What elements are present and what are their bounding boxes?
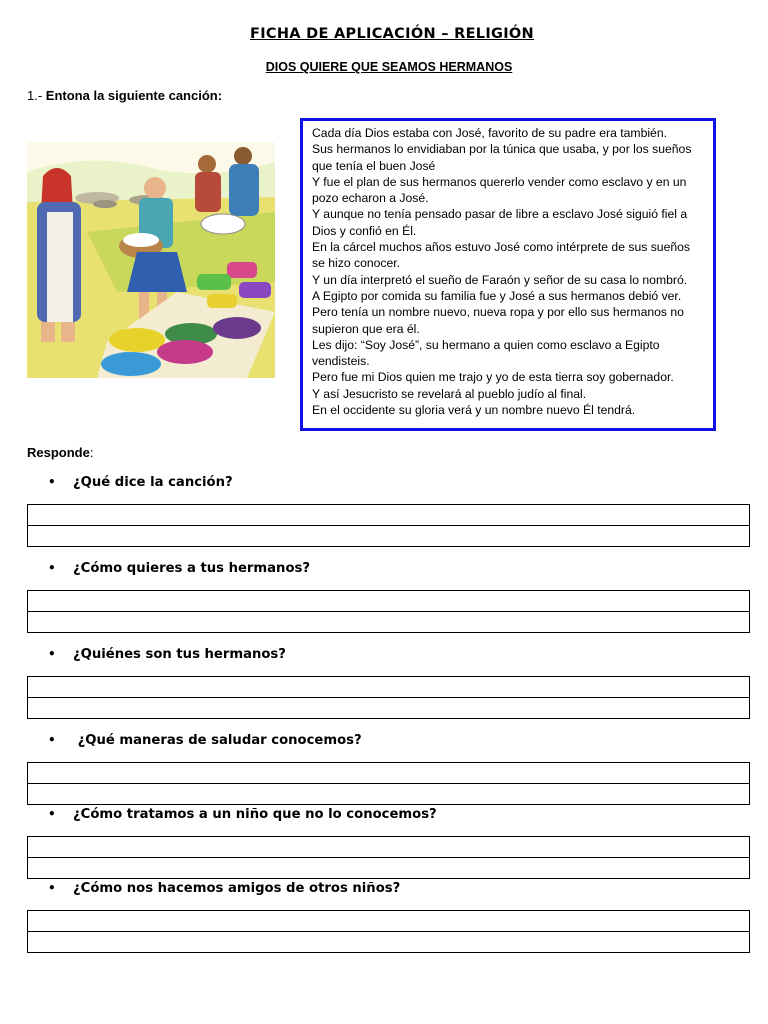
answer-line-divider: [28, 783, 749, 784]
song-line: Pero fue mi Dios quien me trajo y yo de esta tierra soy gobernador.: [312, 370, 674, 385]
song-line: Cada día Dios estaba con José, favorito de su padre era también.: [312, 126, 668, 140]
question-item: [48, 647, 286, 662]
people-market-illustration: [27, 142, 275, 378]
song-line: Y fue el plan de sus hermanos quererlo vender como esclavo y en un pozo echaron a José.: [312, 174, 687, 206]
answer-line-divider: [28, 857, 749, 858]
bullet-icon: •: [48, 733, 56, 747]
question-text: ¿Qué dice la canción?: [73, 475, 233, 490]
question-text: ¿Cómo quieres a tus hermanos?: [73, 561, 311, 576]
answer-box[interactable]: [27, 676, 750, 719]
song-lyrics-box: [300, 118, 716, 431]
question-text: ¿Quiénes son tus hermanos?: [73, 647, 286, 662]
song-line: A Egipto por comida su familia fue y José a sus hermanos debió ver.: [312, 288, 682, 303]
respond-colon: :: [89, 445, 94, 460]
bullet-icon: •: [48, 561, 56, 575]
song-line: Y así Jesucristo se revelará al pueblo judío al final.: [312, 386, 587, 401]
worksheet-subtitle: DIOS QUIERE QUE SEAMOS HERMANOS: [265, 60, 513, 74]
bullet-icon: •: [48, 807, 56, 821]
answer-line-divider: [28, 697, 749, 698]
instruction-number: 1.-: [27, 88, 43, 103]
song-line: Y aunque no tenía pensado pasar de libre a esclavo José siguió fiel a Dios y confió en Él.: [312, 207, 688, 238]
answer-box[interactable]: [27, 910, 750, 953]
answer-line-divider: [28, 611, 749, 612]
song-line: Les dijo: “Soy José”, su hermano a quien como esclavo a Egipto vendisteis.: [312, 337, 660, 369]
answer-box[interactable]: [27, 504, 750, 547]
song-line: En la cárcel muchos años estuvo José como intérprete de sus sueños se hizo conocer.: [312, 240, 691, 271]
respond-label-text: Responde: [27, 445, 90, 460]
answer-line-divider: [28, 525, 749, 526]
song-line: Sus hermanos lo envidiaban por la túnica que usaba, y por los sueños que tenía el buen José: [312, 142, 692, 173]
question-item: [48, 733, 362, 748]
respond-label: [27, 445, 93, 460]
bullet-icon: •: [48, 475, 56, 489]
question-item: [48, 475, 233, 490]
question-item: [48, 881, 400, 896]
answer-box[interactable]: [27, 762, 750, 805]
question-text: ¿Qué maneras de saludar conocemos?: [73, 733, 362, 748]
answer-box[interactable]: [27, 836, 750, 879]
instruction-text: Entona la siguiente canción:: [45, 88, 223, 103]
song-line: Y un día interpretó el sueño de Faraón y señor de su casa lo nombró.: [312, 272, 688, 287]
bullet-icon: •: [48, 647, 56, 661]
instruction: [27, 88, 222, 103]
worksheet-title: FICHA DE APLICACIÓN – RELIGIÓN: [250, 26, 534, 42]
bullet-icon: •: [48, 881, 56, 895]
answer-line-divider: [28, 931, 749, 932]
question-text: ¿Cómo nos hacemos amigos de otros niños?: [73, 881, 401, 896]
answer-box[interactable]: [27, 590, 750, 633]
question-text: ¿Cómo tratamos a un niño que no lo conocemos?: [73, 807, 437, 822]
song-line: En el occidente su gloria verá y un nombre nuevo Él tendrá.: [312, 403, 636, 418]
question-item: [48, 561, 310, 576]
question-item: [48, 807, 437, 822]
song-line: Pero tenía un nombre nuevo, nueva ropa y por ello sus hermanos no supieron que era él.: [312, 305, 684, 336]
